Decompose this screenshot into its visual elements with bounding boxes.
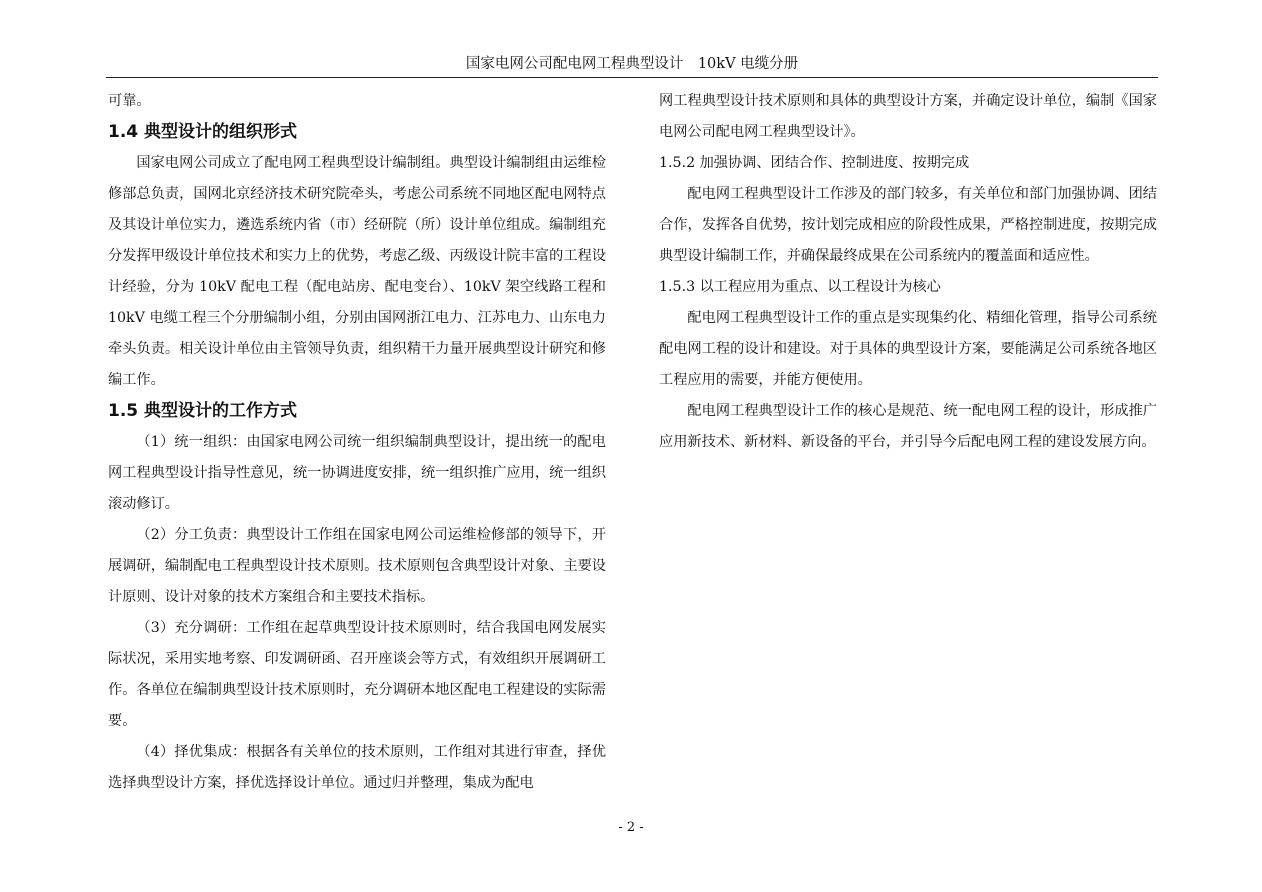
section-heading-1-5: 1.5 典型设计的工作方式 <box>108 401 298 421</box>
paragraph: 网工程典型设计技术原则和具体的典型设计方案，并确定设计单位，编制《国家电网公司配电网工程典型设计》。 <box>659 93 1157 140</box>
section-heading-1-4: 1.4 典型设计的组织形式 <box>108 122 298 142</box>
subsection-heading-1-5-2: 1.5.2 加强协调、团结合作、控制进度、按期完成 <box>659 155 970 171</box>
list-paragraph-4: （4）择优集成：根据各有关单位的技术原则，工作组对其进行审查，择优选择典型设计方案，择优选择设计单位。通过归并整理，集成为配电 <box>108 744 606 791</box>
page-number: - 2 - <box>618 820 644 835</box>
page-header <box>106 53 1158 78</box>
right-column <box>659 86 1157 458</box>
paragraph: 配电网工程典型设计工作涉及的部门较多，有关单位和部门加强协调、团结合作，发挥各自优势，按计划完成相应的阶段性成果，严格控制进度，按期完成典型设计编制工作，并确保最终成果在公司系统内的覆盖面和适应性。 <box>659 186 1157 264</box>
paragraph: 配电网工程典型设计工作的核心是规范、统一配电网工程的设计，形成推广应用新技术、新材料、新设备的平台，并引导今后配电网工程的建设发展方向。 <box>659 403 1157 450</box>
list-paragraph-2: （2）分工负责：典型设计工作组在国家电网公司运维检修部的领导下，开展调研，编制配电工程典型设计技术原则。技术原则包含典型设计对象、主要设计原则、设计对象的技术方案组合和主要技术指标。 <box>108 527 606 605</box>
list-paragraph-1: （1）统一组织：由国家电网公司统一组织编制典型设计，提出统一的配电网工程典型设计指导性意见，统一协调进度安排，统一组织推广应用，统一组织滚动修订。 <box>108 434 606 512</box>
paragraph: 配电网工程典型设计工作的重点是实现集约化、精细化管理，指导公司系统配电网工程的设计和建设。对于具体的典型设计方案，要能满足公司系统各地区工程应用的需要，并能方便使用。 <box>659 310 1157 388</box>
header-title: 国家电网公司配电网工程典型设计 10kV 电缆分册 <box>465 56 799 72</box>
subsection-heading-1-5-3: 1.5.3 以工程应用为重点、以工程设计为核心 <box>659 279 941 295</box>
left-column <box>108 86 606 799</box>
list-paragraph-3: （3）充分调研：工作组在起草典型设计技术原则时，结合我国电网发展实际状况，采用实地考察、印发调研函、召开座谈会等方式，有效组织开展调研工作。各单位在编制典型设计技术原则时，充分调研本地区配电工程建设的实际需要。 <box>108 620 606 729</box>
paragraph: 国家电网公司成立了配电网工程典型设计编制组。典型设计编制组由运维检修部总负责，国网北京经济技术研究院牵头，考虑公司系统不同地区配电网特点及其设计单位实力，遴选系统内省（市）经研院（所）设计单位组成。编制组充分发挥甲级设计单位技术和实力上的优势，考虑乙级、丙级设计院丰富的工程设计经验，分为 10kV 配电工程（配电站房、配电变台）、10kV 架空线路工程和 10kV 电缆工程三个分册编制小组，分别由国网浙江电力、江苏电力、山东电力牵头负责。相关设计单位由主管领导负责，组织精干力量开展典型设计研究和修编工作。 <box>108 155 606 388</box>
paragraph: 可靠。 <box>108 93 151 109</box>
